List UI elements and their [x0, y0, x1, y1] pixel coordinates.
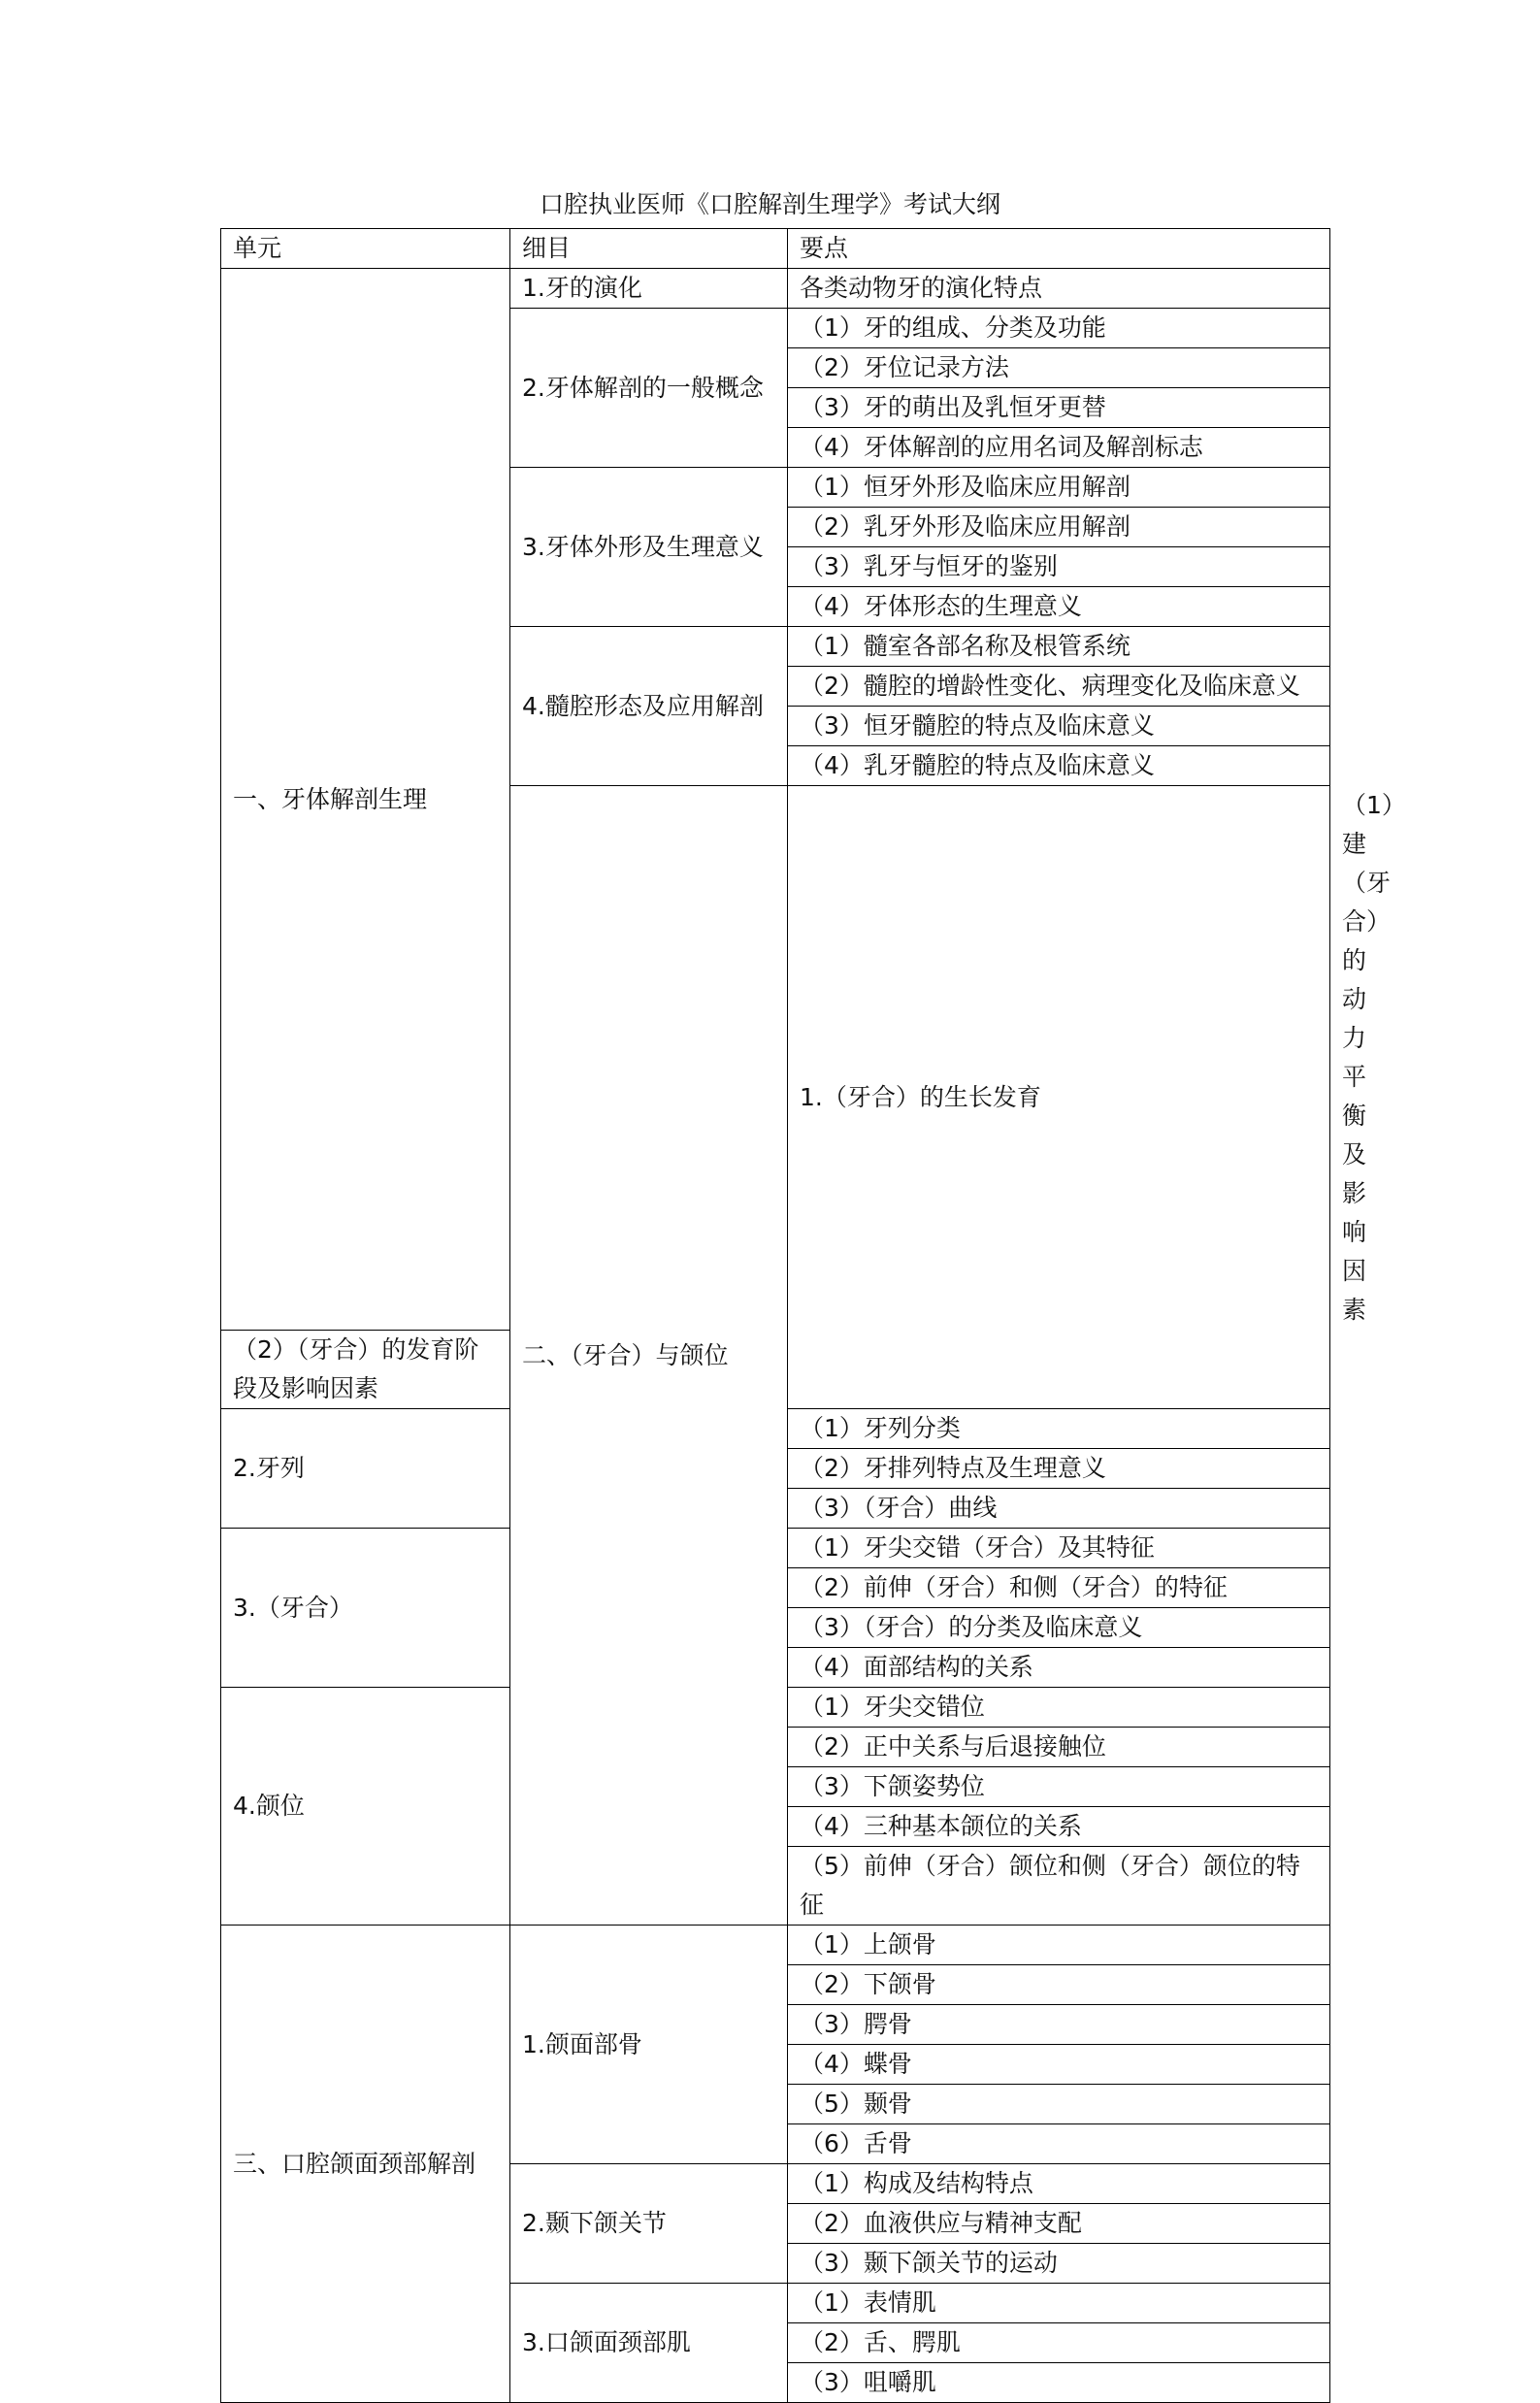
table-row	[221, 269, 1330, 309]
keypoint-cell: （2）牙位记录方法	[788, 348, 1330, 388]
unit-cell: 二、（牙合）与颌位	[510, 786, 788, 1926]
keypoint-cell: （4）乳牙髓腔的特点及临床意义	[788, 746, 1330, 786]
keypoint-cell: （3）恒牙髓腔的特点及临床意义	[788, 707, 1330, 746]
keypoint-cell: （4）面部结构的关系	[788, 1648, 1330, 1688]
keypoint-cell: （3）颞下颌关节的运动	[788, 2244, 1330, 2284]
keypoint-cell: （1）牙列分类	[788, 1409, 1330, 1449]
table-header-row	[221, 229, 1330, 269]
keypoint-cell: （2）髓腔的增龄性变化、病理变化及临床意义	[788, 667, 1330, 707]
header-keypoint: 要点	[788, 229, 1330, 269]
keypoint-cell: （2）（牙合）的发育阶段及影响因素	[221, 1331, 510, 1409]
unit-cell: 一、牙体解剖生理	[221, 269, 510, 1331]
subitem-cell: 1.颌面部骨	[510, 1926, 788, 2164]
keypoint-cell: （2）乳牙外形及临床应用解剖	[788, 508, 1330, 547]
keypoint-cell: （3）（牙合）曲线	[788, 1489, 1330, 1529]
unit-cell: 三、口腔颌面颈部解剖	[221, 1926, 510, 2403]
subitem-cell: 2.颞下颌关节	[510, 2164, 788, 2284]
subitem-cell: 3.牙体外形及生理意义	[510, 468, 788, 627]
header-unit: 单元	[221, 229, 510, 269]
keypoint-cell: （4）三种基本颌位的关系	[788, 1807, 1330, 1847]
keypoint-cell: （1）构成及结构特点	[788, 2164, 1330, 2204]
keypoint-cell: （6）舌骨	[788, 2124, 1330, 2164]
keypoint-cell: （3）牙的萌出及乳恒牙更替	[788, 388, 1330, 428]
keypoint-cell: （2）牙排列特点及生理意义	[788, 1449, 1330, 1489]
keypoint-cell: （1）牙尖交错位	[788, 1688, 1330, 1728]
keypoint-cell: （1）髓室各部名称及根管系统	[788, 627, 1330, 667]
keypoint-cell: （4）牙体形态的生理意义	[788, 587, 1330, 627]
keypoint-cell: （2）下颌骨	[788, 1965, 1330, 2005]
keypoint-cell: （2）前伸（牙合）和侧（牙合）的特征	[788, 1568, 1330, 1608]
keypoint-cell: （1）上颌骨	[788, 1926, 1330, 1965]
subitem-cell: 3.（牙合）	[221, 1529, 510, 1688]
keypoint-cell: （1）恒牙外形及临床应用解剖	[788, 468, 1330, 508]
header-subitem: 细目	[510, 229, 788, 269]
keypoint-cell: （4）牙体解剖的应用名词及解剖标志	[788, 428, 1330, 468]
keypoint-cell: （5）前伸（牙合）颌位和侧（牙合）颌位的特征	[788, 1847, 1330, 1926]
document-title: 口腔执业医师《口腔解剖生理学》考试大纲	[539, 190, 1000, 218]
subitem-cell: 4.髓腔形态及应用解剖	[510, 627, 788, 786]
keypoint-cell: （1）牙的组成、分类及功能	[788, 309, 1330, 348]
keypoint-cell: （2）正中关系与后退接触位	[788, 1728, 1330, 1767]
keypoint-cell: （3）咀嚼肌	[788, 2363, 1330, 2403]
subitem-cell: 1.牙的演化	[510, 269, 788, 309]
keypoint-cell: （3）下颌姿势位	[788, 1767, 1330, 1807]
subitem-cell: 4.颌位	[221, 1688, 510, 1926]
keypoint-cell: （3）乳牙与恒牙的鉴别	[788, 547, 1330, 587]
keypoint-cell: （1）表情肌	[788, 2284, 1330, 2323]
subitem-cell: 2.牙列	[221, 1409, 510, 1529]
keypoint-cell: （2）血液供应与精神支配	[788, 2204, 1330, 2244]
keypoint-cell: （2）舌、腭肌	[788, 2323, 1330, 2363]
keypoint-cell: （4）蝶骨	[788, 2045, 1330, 2085]
keypoint-cell: （3）（牙合）的分类及临床意义	[788, 1608, 1330, 1648]
table-row	[221, 1926, 1330, 1965]
keypoint-cell: 各类动物牙的演化特点	[788, 269, 1330, 309]
exam-outline-table	[220, 228, 1406, 2403]
keypoint-cell: （5）颞骨	[788, 2085, 1330, 2124]
subitem-cell: 2.牙体解剖的一般概念	[510, 309, 788, 468]
subitem-cell: 1.（牙合）的生长发育	[788, 786, 1330, 1409]
keypoint-cell: （3）腭骨	[788, 2005, 1330, 2045]
table-row: 二、（牙合）与颌位 1.（牙合）的生长发育 （1）建（牙合）的动力平衡及影响因素	[221, 786, 1330, 1331]
keypoint-cell: （1）牙尖交错（牙合）及其特征	[788, 1529, 1330, 1568]
subitem-cell: 3.口颌面颈部肌	[510, 2284, 788, 2403]
